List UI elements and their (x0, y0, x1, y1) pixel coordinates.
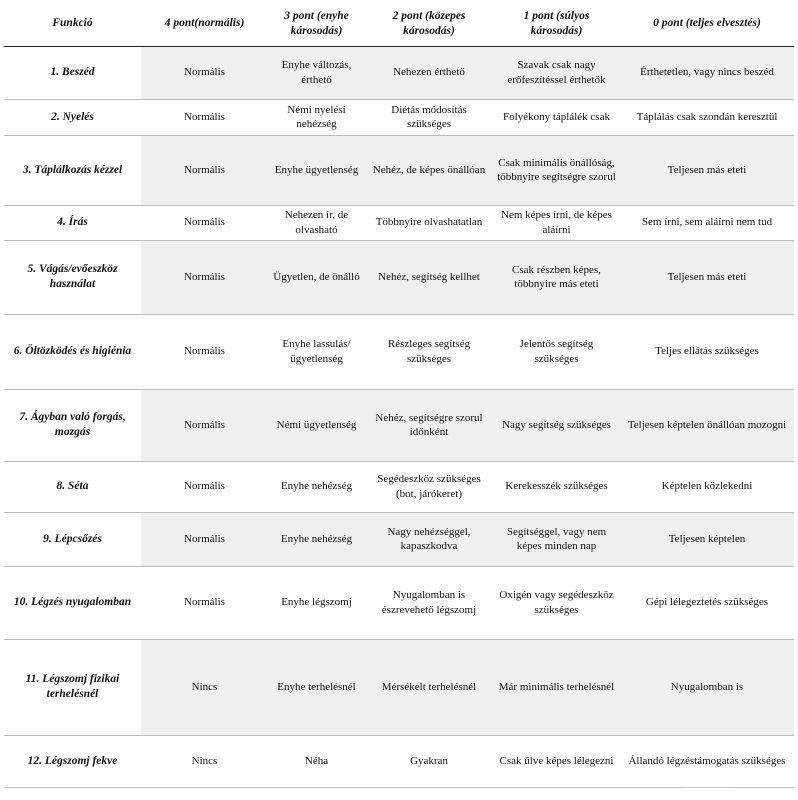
function-cell: 2. Nyelés (4, 99, 141, 135)
table-row (4, 639, 794, 735)
table-row (4, 389, 794, 461)
score-0-cell: Teljesen más eteti (620, 240, 794, 314)
function-cell: 6. Öltözködés és higiénia (4, 314, 141, 389)
table-row (4, 566, 794, 639)
score-3-cell: Ügyetlen, de önálló (268, 240, 365, 314)
table-row (4, 461, 794, 512)
score-4-cell: Normális (141, 512, 268, 566)
function-cell: 4. Írás (4, 205, 141, 240)
score-2-cell: Nehéz, de képes önállóan (365, 135, 493, 205)
score-0-cell: Képtelen közlekedni (620, 461, 794, 512)
table-row (4, 314, 794, 389)
score-4-cell: Normális (141, 205, 268, 240)
function-cell: 10. Légzés nyugalomban (4, 566, 141, 639)
score-4-cell: Normális (141, 135, 268, 205)
score-2-cell: Diétás módosítás szükséges (365, 99, 493, 135)
score-0-cell: Nyugalomban is (620, 639, 794, 735)
score-1-cell: Jelentős segítség szükséges (493, 314, 620, 389)
alsfrs-table (4, 2, 794, 788)
score-2-cell: Nyugalomban is észrevehető légszomj (365, 566, 493, 639)
score-1-cell: Nem képes írni, de képes aláírni (493, 205, 620, 240)
function-cell: 8. Séta (4, 461, 141, 512)
score-4-cell: Normális (141, 566, 268, 639)
score-1-cell: Folyékony táplálék csak (493, 99, 620, 135)
document-page (4, 2, 794, 788)
score-3-cell: Némi nyelési nehézség (268, 99, 365, 135)
score-0-cell: Táplálás csak szondán keresztül (620, 99, 794, 135)
function-cell: 3. Táplálkozás kézzel (4, 135, 141, 205)
function-cell: 1. Beszéd (4, 46, 141, 99)
function-cell: 9. Lépcsőzés (4, 512, 141, 566)
header-1-point: 1 pont (súlyos károsodás) (493, 2, 620, 46)
score-2-cell: Nehéz, segítség kellhet (365, 240, 493, 314)
function-cell: 12. Légszomj fekve (4, 735, 141, 787)
score-1-cell: Már minimális terhelésnél (493, 639, 620, 735)
header-3-points: 3 pont (enyhe károsodás) (268, 2, 365, 46)
score-4-cell: Normális (141, 99, 268, 135)
function-cell: 5. Vágás/evőeszköz használat (4, 240, 141, 314)
score-4-cell: Normális (141, 461, 268, 512)
table-row (4, 240, 794, 314)
score-4-cell: Normális (141, 389, 268, 461)
score-4-cell: Normális (141, 240, 268, 314)
score-2-cell: Nehezen érthető (365, 46, 493, 99)
function-cell: 11. Légszomj fizikai terhelésnél (4, 639, 141, 735)
score-0-cell: Gépi lélegeztetés szükséges (620, 566, 794, 639)
header-0-points: 0 pont (teljes elvesztés) (620, 2, 794, 46)
score-3-cell: Enyhe ügyetlenség (268, 135, 365, 205)
table-row (4, 512, 794, 566)
score-3-cell: Enyhe nehézség (268, 512, 365, 566)
score-2-cell: Részleges segítség szükséges (365, 314, 493, 389)
table-row (4, 135, 794, 205)
score-4-cell: Normális (141, 46, 268, 99)
score-1-cell: Szavak csak nagy erőfeszítéssel érthetők (493, 46, 620, 99)
page-footer-mark (684, 787, 734, 792)
score-1-cell: Oxigén vagy segédeszköz szükséges (493, 566, 620, 639)
table-row (4, 735, 794, 787)
score-1-cell: Csak részben képes, többnyire más eteti (493, 240, 620, 314)
score-2-cell: Nehéz, segítségre szorul időnként (365, 389, 493, 461)
score-3-cell: Néha (268, 735, 365, 787)
score-2-cell: Mérsékelt terhelésnél (365, 639, 493, 735)
score-0-cell: Állandó légzéstámogatás szükséges (620, 735, 794, 787)
score-3-cell: Enyhe változás, érthető (268, 46, 365, 99)
score-1-cell: Csak minimális önállóság, többnyire segítségre szorul (493, 135, 620, 205)
score-1-cell: Kerekesszék szükséges (493, 461, 620, 512)
score-3-cell: Némi ügyetlenség (268, 389, 365, 461)
score-2-cell: Nagy nehézséggel, kapaszkodva (365, 512, 493, 566)
score-0-cell: Teljesen képtelen önállóan mozogni (620, 389, 794, 461)
score-1-cell: Csak ülve képes lélegezni (493, 735, 620, 787)
score-0-cell: Teljesen más eteti (620, 135, 794, 205)
score-3-cell: Nehezen ír, de olvasható (268, 205, 365, 240)
score-2-cell: Többnyire olvashatatlan (365, 205, 493, 240)
score-0-cell: Teljes ellátás szükséges (620, 314, 794, 389)
score-3-cell: Enyhe lassulás/ügyetlenség (268, 314, 365, 389)
score-1-cell: Nagy segítség szükséges (493, 389, 620, 461)
header-2-points: 2 pont (közepes károsodás) (365, 2, 493, 46)
score-2-cell: Segédeszköz szükséges (bot, járókeret) (365, 461, 493, 512)
header-4-points: 4 pont(normális) (141, 2, 268, 46)
score-0-cell: Teljesen képtelen (620, 512, 794, 566)
function-cell: 7. Ágyban való forgás, mozgás (4, 389, 141, 461)
score-4-cell: Nincs (141, 735, 268, 787)
score-3-cell: Enyhe nehézség (268, 461, 365, 512)
score-3-cell: Enyhe légszomj (268, 566, 365, 639)
table-row (4, 205, 794, 240)
header-function: Funkció (4, 2, 141, 46)
score-1-cell: Segítséggel, vagy nem képes minden nap (493, 512, 620, 566)
score-4-cell: Nincs (141, 639, 268, 735)
table-row (4, 99, 794, 135)
score-0-cell: Sem írni, sem aláírni nem tud (620, 205, 794, 240)
score-4-cell: Normális (141, 314, 268, 389)
table-row (4, 46, 794, 99)
score-2-cell: Gyakran (365, 735, 493, 787)
score-0-cell: Érthetetlen, vagy nincs beszéd (620, 46, 794, 99)
score-3-cell: Enyhe terhelésnél (268, 639, 365, 735)
header-row (4, 2, 794, 46)
